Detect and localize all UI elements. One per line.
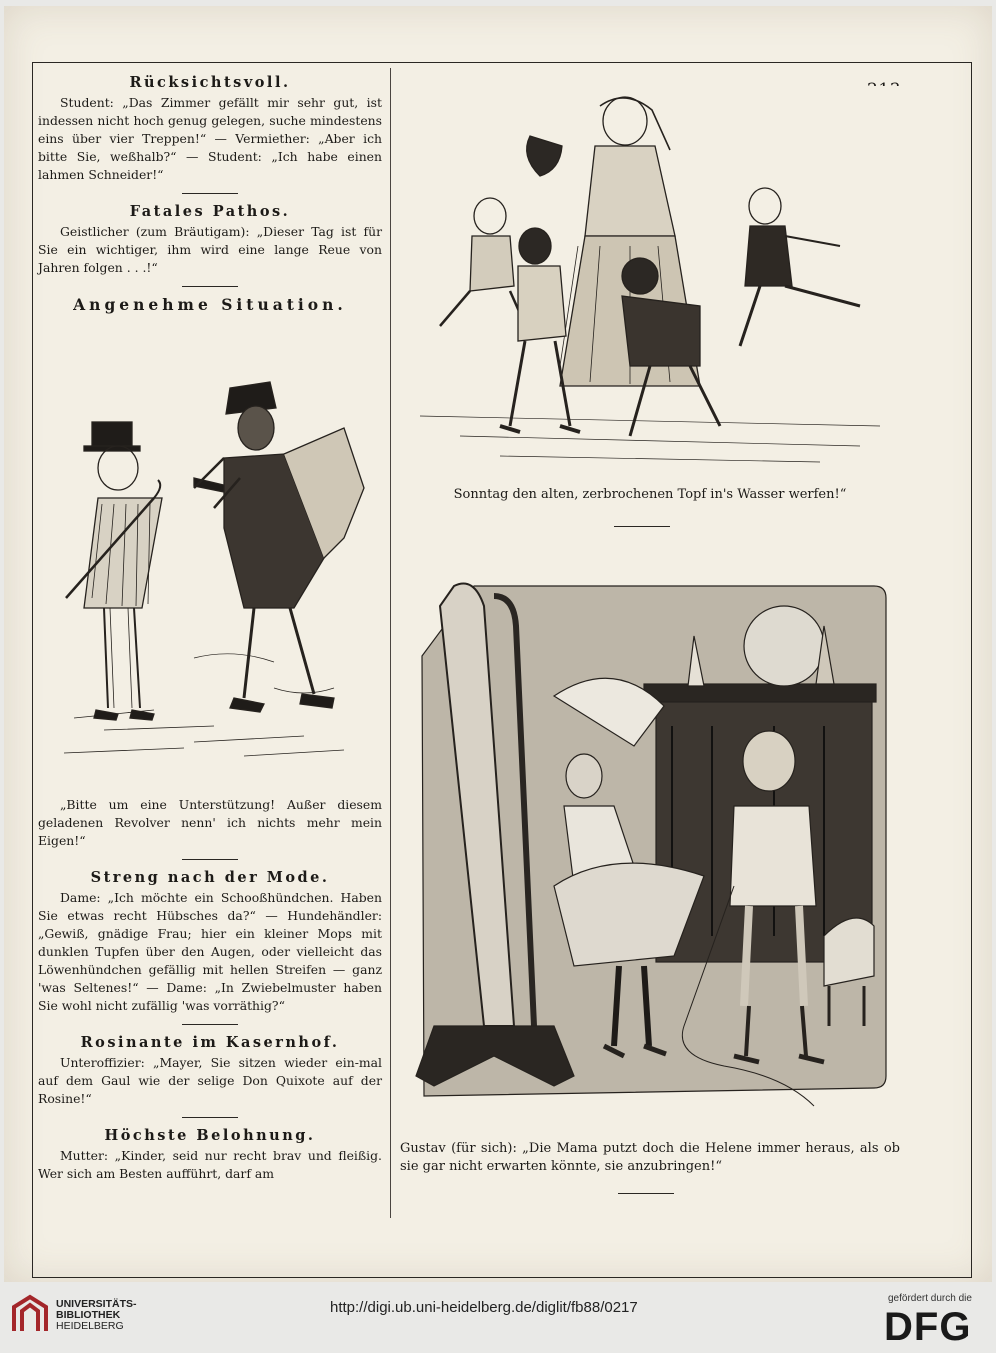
divider-rule bbox=[182, 193, 238, 194]
left-column-top bbox=[38, 74, 382, 316]
section-text: Dame: „Ich möchte ein Schooßhündchen. Haben Sie etwas recht Hübsches da?“ — Hundehändler: „Gewiß, gnädige Frau; hier ein kleiner Mops mit dunklen Tupfen über den Augen, oder vielleicht das Löwenhündchen gefällig mit hellen Streifen — ganz 'was Seltenes!“ — Dame: „In Zwiebelmuster haben Sie wohl nicht zufällig 'was vorräthig?“ bbox=[38, 890, 382, 1013]
sponsor-text: gefördert durch die bbox=[888, 1293, 972, 1304]
scanned-page bbox=[4, 6, 992, 1282]
divider-rule bbox=[182, 1117, 238, 1118]
divider-rule bbox=[182, 859, 238, 860]
dfg-logo: DFG bbox=[884, 1305, 972, 1349]
section-title: Rücksichtsvoll. bbox=[129, 74, 291, 91]
bottom-illustration-caption: Gustav (für sich): „Die Mama putzt doch die Helene immer heraus, als ob sie gar nicht erwarten könnte, sie anzubringen!“ bbox=[400, 1141, 900, 1174]
top-illustration-caption: Sonntag den alten, zerbrochenen Topf in's Wasser werfen!“ bbox=[453, 487, 847, 502]
divider-rule bbox=[182, 286, 238, 287]
footer-bar bbox=[0, 1283, 996, 1353]
left-column-bottom bbox=[38, 796, 382, 1183]
section-title: Angenehme Situation. bbox=[73, 295, 347, 314]
library-name-line: HEIDELBERG bbox=[56, 1320, 124, 1332]
library-name-line: UNIVERSITÄTS- bbox=[56, 1298, 137, 1310]
illustration-caption: „Bitte um eine Unterstützung! Außer diesem geladenen Revolver nenn' ich nichts mehr mein Eigen!“ bbox=[38, 797, 382, 848]
section-text: Geistlicher (zum Bräutigam): „Dieser Tag ist für Sie ein wichtiger, ihm wird eine lange Reue von Jahren folgen . . .!“ bbox=[38, 224, 382, 275]
divider-rule bbox=[182, 1024, 238, 1025]
column-divider bbox=[390, 68, 391, 1218]
illustration-boys-and-pot bbox=[400, 86, 900, 486]
illustration-modern-children bbox=[404, 556, 894, 1136]
library-logo-icon bbox=[10, 1293, 50, 1335]
section-title: Höchste Belohnung. bbox=[104, 1127, 316, 1144]
divider-rule bbox=[618, 1193, 674, 1194]
illustration-beggar-with-revolver bbox=[44, 358, 382, 788]
section-title: Fatales Pathos. bbox=[129, 203, 291, 220]
section-text: Mutter: „Kinder, seid nur recht brav und fleißig. Wer sich am Besten aufführt, darf am bbox=[38, 1148, 382, 1181]
source-url[interactable]: http://digi.ub.uni-heidelberg.de/diglit/fb88/0217 bbox=[330, 1299, 638, 1316]
section-text: Unteroffizier: „Mayer, Sie sitzen wieder ein-mal auf dem Gaul wie der selige Don Quixote auf der Rosine!“ bbox=[38, 1055, 382, 1106]
library-name bbox=[56, 1299, 137, 1332]
library-name-line: BIBLIOTHEK bbox=[56, 1309, 121, 1321]
section-text: Student: „Das Zimmer gefällt mir sehr gut, ist indessen nicht hoch genug gelegen, suche mindestens eins über vier Treppen!“ — Vermiether: „Aber ich bitte Sie, weßhalb?“ — Student: „Ich habe einen lahmen Schneider!“ bbox=[38, 95, 382, 182]
section-title: Streng nach der Mode. bbox=[90, 869, 330, 886]
section-title: Rosinante im Kasernhof. bbox=[80, 1034, 340, 1051]
divider-rule bbox=[614, 526, 670, 527]
